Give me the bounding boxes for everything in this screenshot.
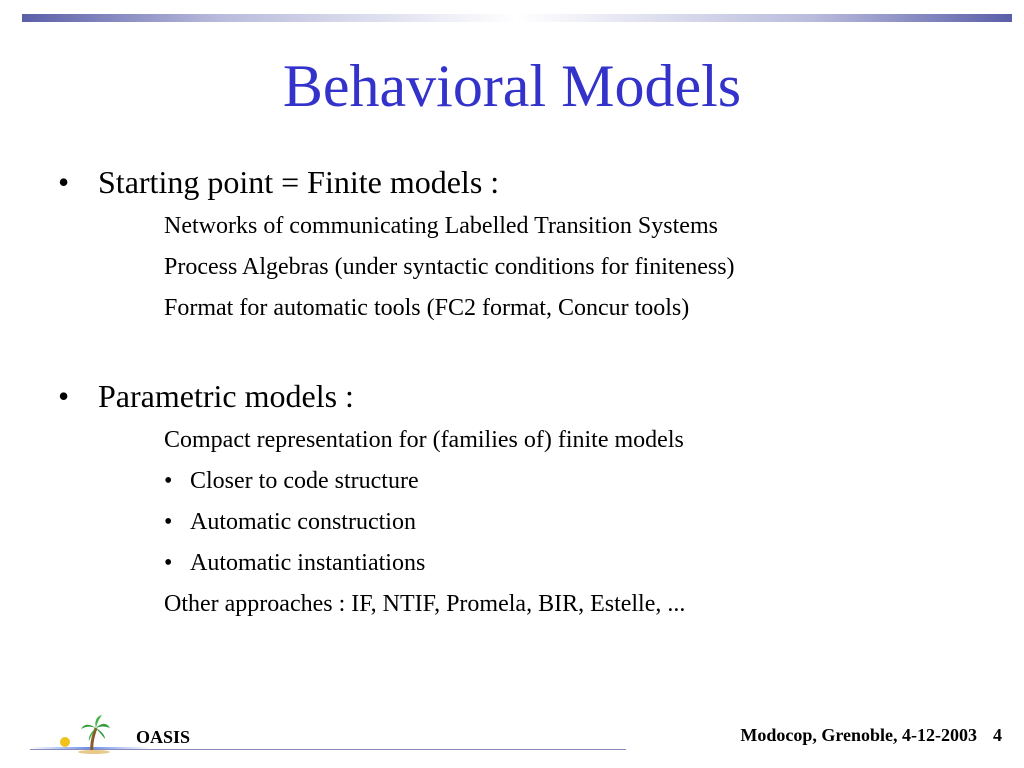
bullet-text: Starting point = Finite models : xyxy=(98,164,500,200)
page-number: 4 xyxy=(993,725,1002,745)
subitem-other-approaches: Other approaches : IF, NTIF, Promela, BIR, Estelle, ... xyxy=(164,591,686,617)
subbullet-text: Automatic construction xyxy=(190,509,416,535)
subbullet-text: Automatic instantiations xyxy=(190,550,426,576)
bullet-text: Parametric models : xyxy=(98,378,354,414)
subitem-format: Format for automatic tools (FC2 format, Concur tools) xyxy=(164,295,690,321)
subbullet-automatic-construction xyxy=(164,508,416,536)
slide-title: Behavioral Models xyxy=(282,53,742,119)
footer-organization: OASIS xyxy=(136,727,191,747)
palm-tree-logo-icon xyxy=(56,714,112,754)
sub-bullet-marker: • xyxy=(164,468,173,494)
bullet-parametric-models xyxy=(58,378,354,414)
subitem-process-algebras: Process Algebras (under syntactic conditions for finiteness) xyxy=(164,254,735,280)
bullet-marker: • xyxy=(58,378,70,414)
bullet-starting-point xyxy=(58,164,499,200)
subbullet-automatic-instantiations xyxy=(164,549,425,577)
sub-bullet-marker: • xyxy=(164,509,173,535)
footer-event: Modocop, Grenoble, 4-12-2003 xyxy=(740,725,977,745)
subitem-compact-representation: Compact representation for (families of) finite models xyxy=(164,427,684,453)
subbullet-text: Closer to code structure xyxy=(190,468,419,494)
subitem-networks: Networks of communicating Labelled Transition Systems xyxy=(164,213,718,239)
subbullet-closer-to-code xyxy=(164,467,419,495)
bullet-marker: • xyxy=(58,164,70,200)
top-decorative-bar xyxy=(22,14,1012,22)
footer-divider xyxy=(30,749,626,750)
sub-bullet-marker: • xyxy=(164,550,173,576)
footer-info xyxy=(740,724,1002,746)
